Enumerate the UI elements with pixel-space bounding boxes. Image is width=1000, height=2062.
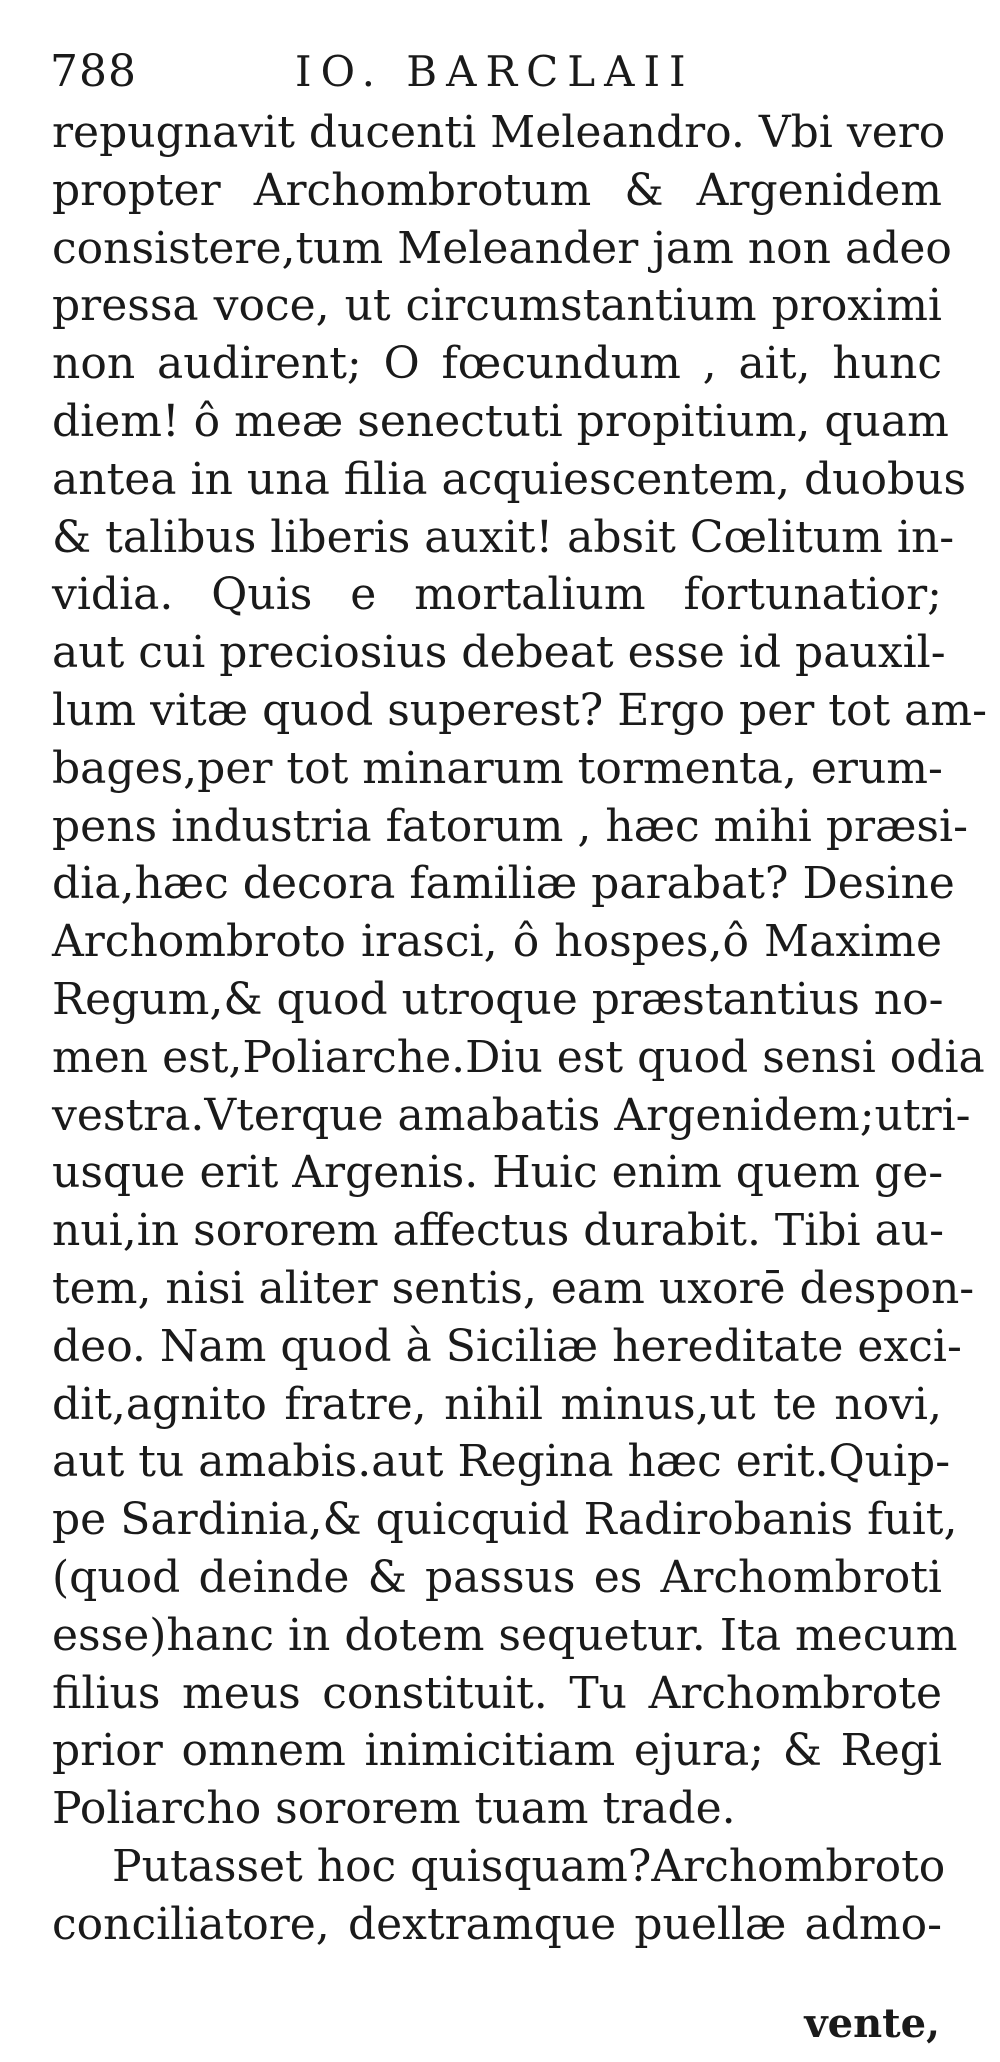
text-line: vidia. Quis e mortalium fortunatior;: [52, 569, 942, 621]
page-header: [50, 42, 950, 102]
text-line: bages,per tot minarum tormenta, erum-: [52, 742, 943, 794]
text-line: deo. Nam quod à Siciliæ hereditate exci-: [52, 1320, 962, 1372]
text-line: consistere,tum Meleander jam non adeo: [52, 222, 952, 274]
text-line: nui,in sororem affectus durabit. Tibi au-: [52, 1205, 945, 1257]
text-line: (quod deinde & passus es Archombroti: [52, 1551, 942, 1603]
text-line: esse)hanc in dotem sequetur. Ita mecum: [52, 1609, 958, 1661]
text-line: prior omnem inimicitiam ejura; & Regi: [52, 1725, 942, 1777]
text-line: Poliarcho sororem tuam trade.: [52, 1783, 736, 1835]
text-line: aut cui preciosius debeat esse id pauxil-: [52, 627, 946, 679]
catchword: vente,: [804, 2000, 940, 2047]
text-line: usque erit Argenis. Huic enim quem ge-: [52, 1147, 944, 1199]
body-text: [52, 104, 987, 1954]
text-line: dit,agnito fratre, nihil minus,ut te novi,: [52, 1378, 942, 1430]
text-line: Putasset hoc quisquam?Archombroto: [112, 1840, 946, 1892]
text-line: pe Sardinia,& quicquid Radirobanis fuit,: [52, 1494, 958, 1546]
text-line: pens industria fatorum , hæc mihi præsi-: [52, 800, 968, 852]
running-title: IO. BARCLAII: [295, 47, 695, 96]
text-line: aut tu amabis.aut Regina hæc erit.Quip-: [52, 1436, 951, 1488]
text-line: propter Archombrotum & Argenidem: [52, 164, 942, 216]
text-line: dia,hæc decora familiæ parabat? Desine: [52, 858, 955, 910]
text-line: vestra.Vterque amabatis Argenidem;utri-: [52, 1089, 971, 1141]
text-line: lum vitæ quod superest? Ergo per tot am-: [52, 684, 987, 736]
text-line: Archombroto irasci, ô hospes,ô Maxime: [52, 916, 942, 968]
text-line: conciliatore, dextramque puellæ admo-: [52, 1898, 942, 1950]
text-line: pressa voce, ut circumstantium proximi: [52, 280, 942, 332]
text-line: & talibus liberis auxit! absit Cœlitum in-: [52, 511, 955, 563]
text-line: diem! ô meæ senectuti propitium, quam: [52, 395, 949, 447]
text-line: tem, nisi aliter sentis, eam uxorē despon-: [52, 1262, 975, 1314]
text-line: Regum,& quod utroque præstantius no-: [52, 973, 944, 1025]
page-number: 788: [50, 46, 137, 97]
text-line: filius meus constituit. Tu Archombrote: [52, 1667, 942, 1719]
text-line: men est,Poliarche.Diu est quod sensi odia: [52, 1031, 985, 1083]
text-line: non audirent; O fœcundum , ait, hunc: [52, 338, 942, 390]
text-line: antea in una filia acquiescentem, duobus: [52, 453, 967, 505]
text-line: repugnavit ducenti Meleandro. Vbi vero: [52, 107, 946, 158]
